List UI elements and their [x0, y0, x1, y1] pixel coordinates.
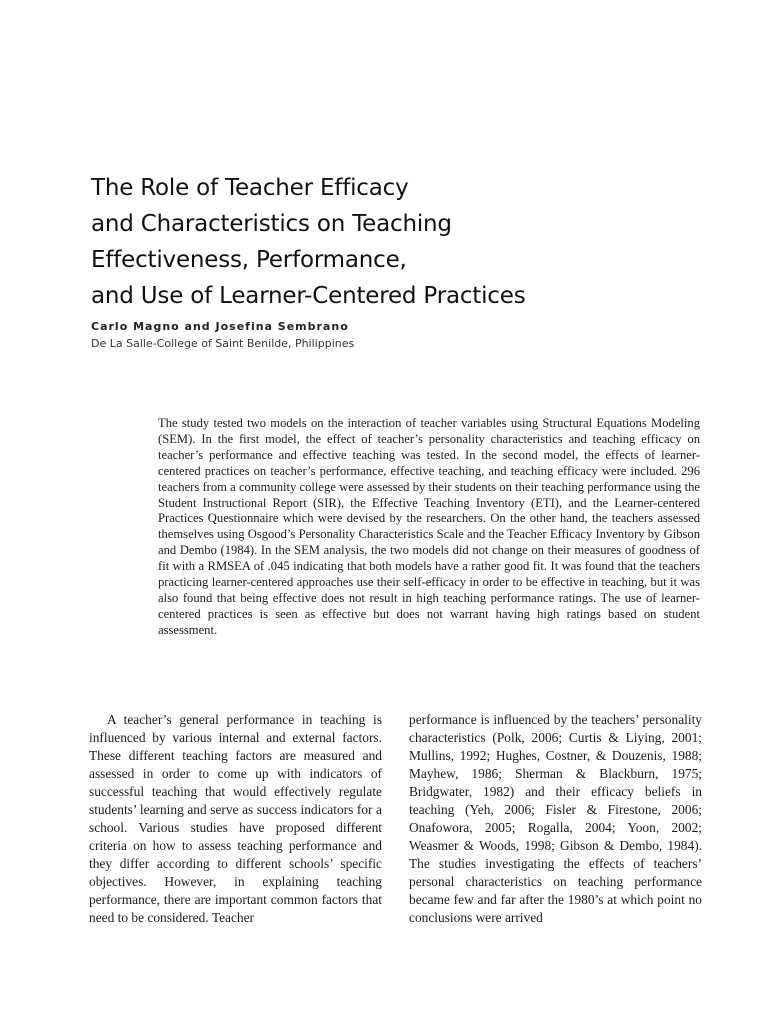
abstract: The study tested two models on the interaction of teacher variables using Structural Equations Modeling (SEM). In the first model, the effect of teacher’s personality characteristics and teaching efficacy on teacher’s performance and effective teaching was tested. In the second model, the effects of learner-centered practices on teacher’s performance, effective teaching, and teaching efficacy were included. 296 teachers from a community college were assessed by their students on their teaching performance using the Student Instructional Report (SIR), the Effective Teaching Inventory (ETI), and the Learner-centered Practices Questionnaire which were devised by the researchers. On the other hand, the teachers assessed themselves using Osgood’s Personality Characteristics Scale and the Teacher Efficacy Inventory by Gibson and Dembo (1984). In the SEM analysis, the two models did not change on their measures of goodness of fit with a RMSEA of .045 indicating that both models have a rather good fit. It was found that the teachers practicing learner-centered approaches use their self-efficacy in order to be effective in teaching, but it was also found that being effective does not result in high teaching performance ratings. The use of learner-centered practices is seen as effective but does not warrant having high ratings based on student assessment. [158, 416, 700, 637]
paper-title [91, 170, 691, 314]
title-line: and Use of Learner-Centered Practices [91, 283, 526, 309]
author-names: Carlo Magno and Josefina Sembrano [91, 320, 349, 333]
author-affiliation: De La Salle-College of Saint Benilde, Philippines [91, 337, 355, 350]
body-column-right: performance is influenced by the teachers’ personality characteristics (Polk, 2006; Curtis & Liying, 2001; Mullins, 1992; Hughes, Costner, & Douzenis, 1988; Mayhew, 1986; Sherman & Blackburn, 1975; Bridgwater, 1982) and their efficacy beliefs in teaching (Yeh, 2006; Fisler & Firestone, 2006; Onafowora, 2005; Rogalla, 2004; Yoon, 2002; Weasmer & Woods, 1998; Gibson & Dembo, 1984). The studies investigating the effects of teachers’ personal characteristics on teaching performance became few and far after the 1980’s at which point no conclusions were arrived [409, 712, 702, 925]
title-line: Effectiveness, Performance, [91, 247, 407, 273]
title-line: and Characteristics on Teaching [91, 211, 452, 237]
body-column-left: A teacher’s general performance in teaching is influenced by various internal and external factors. These different teaching factors are measured and assessed in order to come up with indicators of successful teaching that would effectively regulate students’ learning and serve as success indicators for a school. Various studies have proposed different criteria on how to assess teaching performance and they differ according to different schools’ specific objectives. However, in explaining teaching performance, there are important common factors that need to be considered. Teacher [89, 712, 382, 925]
title-line: The Role of Teacher Efficacy [91, 175, 409, 201]
